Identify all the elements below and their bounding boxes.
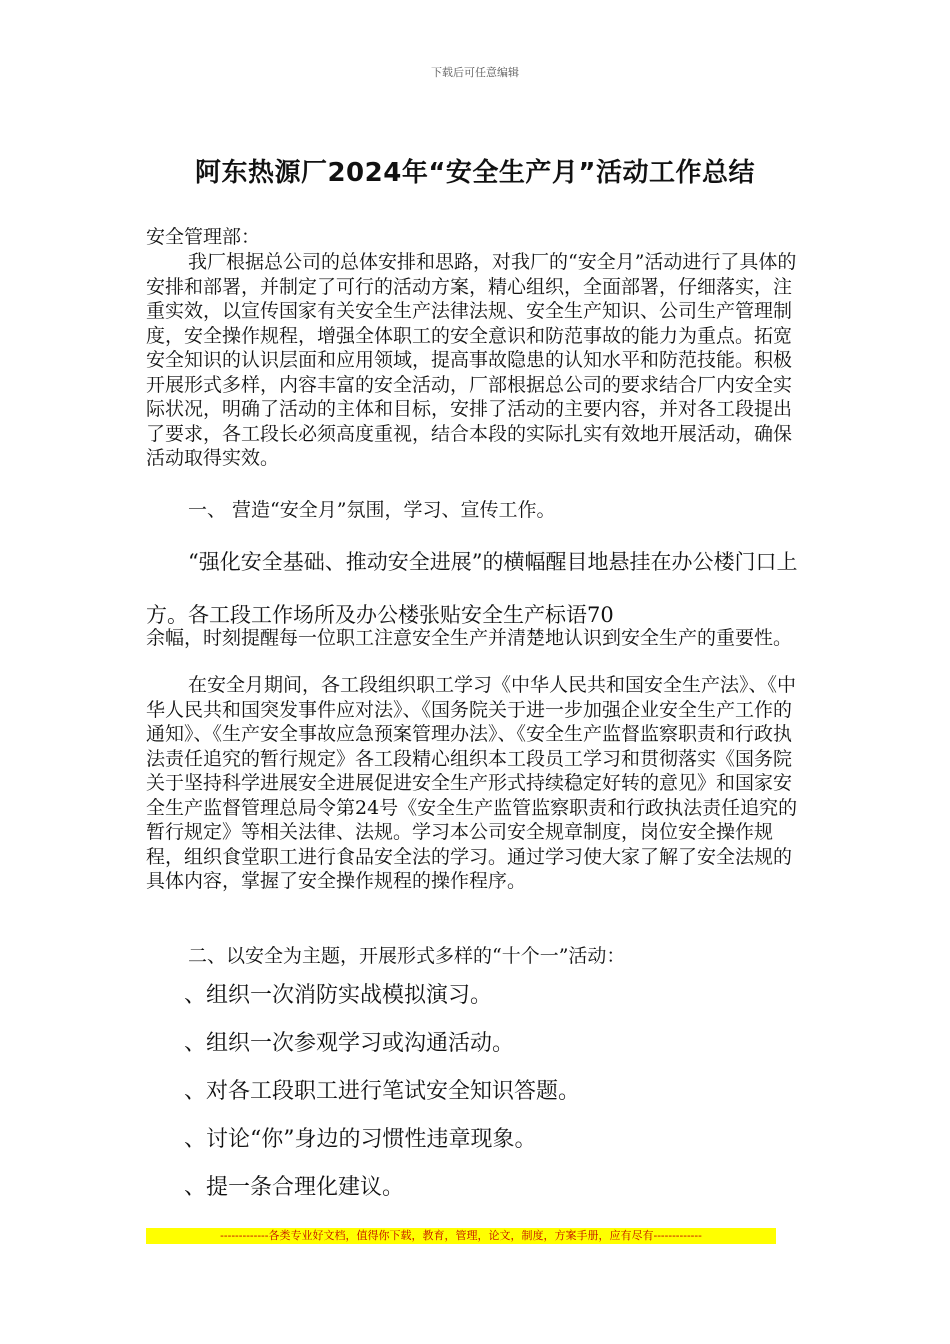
- study-paragraph: [146, 673, 806, 894]
- banner-paragraph-tail-text: 余幅，时刻提醒每一位职工注意安全生产并清楚地认识到安全生产的重要性。: [146, 627, 793, 649]
- activity-item: 、讨论“你”身边的习惯性违章现象。: [184, 1127, 537, 1152]
- banner-paragraph-text: “强化安全基础、推动安全进展”的横幅醒目地悬挂在办公楼门口上方。各工段工作场所及办公楼张贴安全生产标语70: [146, 550, 798, 627]
- salutation: [146, 225, 806, 250]
- document-title: 阿东热源厂2024年“安全生产月”活动工作总结: [194, 158, 756, 188]
- study-paragraph-text: 在安全月期间，各工段组织职工学习《中华人民共和国安全生产法》、《中华人民共和国突发事件应对法》、《国务院关于进一步加强企业安全生产工作的通知》、《生产安全事故应急预案管理办法》、《安全生产监督监察职责和行政执法责任追究的暂行规定》各工段精心组织本工段员工学习和贯彻落实《国务院关于坚持科学进展安全进展促进安全生产形式持续稳定好转的意见》和国家安全生产监督管理总局令第24号《安全生产监管监察职责和行政执法责任追究的暂行规定》等相关法律、法规。学习本公司安全规章制度，岗位安全操作规程，组织食堂职工进行食品安全法的学习。通过学习使大家了解了安全法规的具体内容，掌握了安全操作规程的操作程序。: [146, 674, 798, 892]
- footer-banner: -------------各类专业好文档，值得你下载，教育，管理，论文，制度，方案手册，应有尽有-------------: [146, 1228, 776, 1244]
- intro-paragraph-text: 我厂根据总公司的总体安排和思路，对我厂的“安全月”活动进行了具体的安排和部署，并制定了可行的活动方案，精心组织，全面部署，仔细落实，注重实效，以宣传国家有关安全生产法律法规、安全生产知识、公司生产管理制度，安全操作规程，增强全体职工的安全意识和防范事故的能力为重点。拓宽安全知识的认识层面和应用领域，提高事故隐患的认知水平和防范技能。积极开展形式多样，内容丰富的安全活动，厂部根据总公司的要求结合厂内安全实际状况，明确了活动的主体和目标，安排了活动的主要内容，并对各工段提出了要求，各工段长必须高度重视，结合本段的实际扎实有效地开展活动，确保活动取得实效。: [146, 251, 797, 469]
- header-note: 下载后可任意编辑: [431, 66, 519, 79]
- activity-item: 、组织一次参观学习或沟通活动。: [184, 1031, 515, 1056]
- salutation-text: 安全管理部：: [146, 226, 261, 248]
- activity-item: 、组织一次消防实战模拟演习。: [184, 983, 493, 1008]
- activity-item: 、提一条合理化建议。: [184, 1175, 405, 1200]
- banner-paragraph-tail: [146, 626, 806, 651]
- section-1-heading: [146, 498, 806, 523]
- activity-item: 、对各工段职工进行笔试安全知识答题。: [184, 1079, 581, 1104]
- activity-list: [184, 980, 784, 1220]
- intro-paragraph: [146, 250, 806, 471]
- section-1-heading-text: 一、 营造“安全月”氛围，学习、宣传工作。: [188, 499, 556, 521]
- section-2-heading: [146, 944, 806, 969]
- section-2-heading-text: 二、以安全为主题，开展形式多样的“十个一”活动：: [188, 945, 626, 967]
